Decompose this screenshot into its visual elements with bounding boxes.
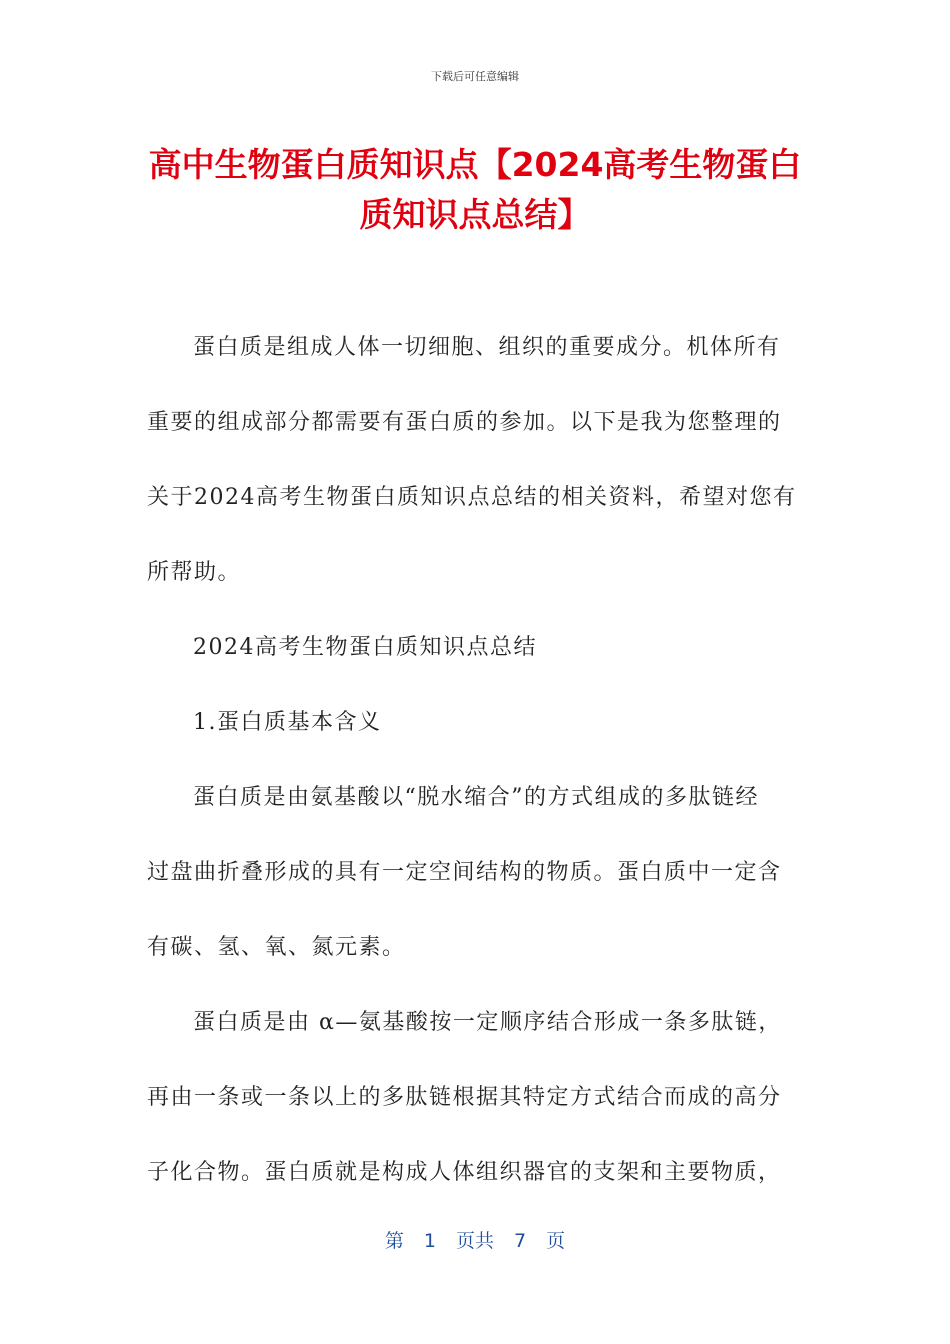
document-title	[140, 140, 810, 240]
paragraph-line: 有碳、氢、氧、氮元素。	[147, 935, 406, 960]
paragraph-line: 蛋白质是由 α—氨基酸按一定顺序结合形成一条多肽链，	[193, 1010, 782, 1035]
title-line-1: 高中生物蛋白质知识点【2024高考生物蛋白	[148, 145, 802, 184]
paragraph-line: 重要的组成部分都需要有蛋白质的参加。以下是我为您整理的	[147, 410, 782, 435]
paragraph-line: 过盘曲折叠形成的具有一定空间结构的物质。蛋白质中一定含	[147, 860, 782, 885]
paragraph-line: 关于2024高考生物蛋白质知识点总结的相关资料，希望对您有	[147, 485, 797, 510]
header-note: 下载后可任意编辑	[431, 70, 519, 83]
title-line-2: 质知识点总结】	[359, 195, 591, 234]
paragraph-line: 蛋白质是组成人体一切细胞、组织的重要成分。机体所有	[193, 335, 781, 360]
subsection-heading: 1.蛋白质基本含义	[193, 710, 382, 735]
page-number: 第 1 页共 7 页	[384, 1230, 566, 1252]
paragraph-line: 所帮助。	[147, 560, 242, 585]
paragraph-line: 再由一条或一条以上的多肽链根据其特定方式结合而成的高分	[147, 1085, 782, 1110]
paragraph-line: 子化合物。蛋白质就是构成人体组织器官的支架和主要物质，	[147, 1160, 782, 1185]
paragraph-line: 蛋白质是由氨基酸以“脱水缩合”的方式组成的多肽链经	[193, 785, 759, 810]
section-heading: 2024高考生物蛋白质知识点总结	[193, 635, 537, 660]
